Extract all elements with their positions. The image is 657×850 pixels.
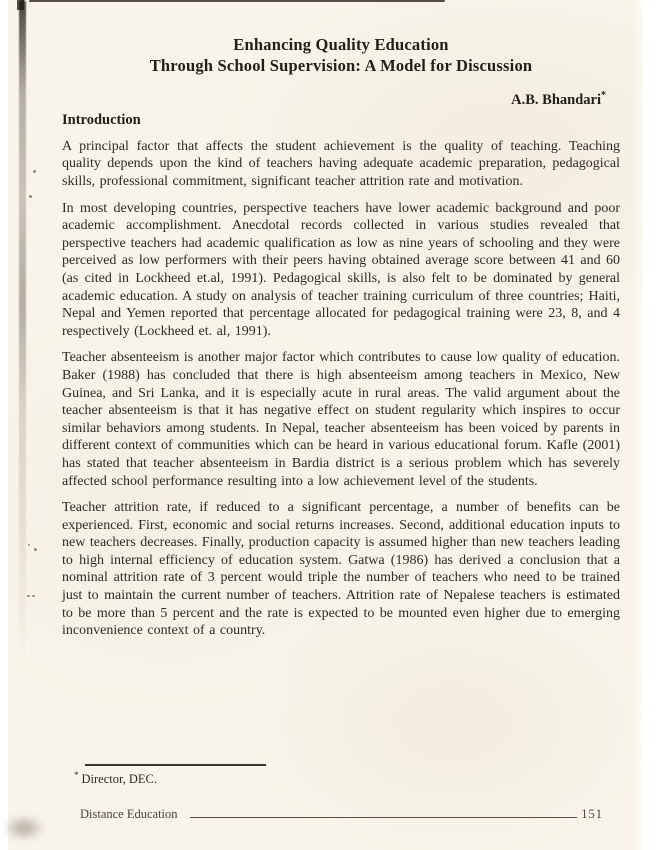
scanner-bed-fade bbox=[631, 0, 657, 850]
footnote bbox=[74, 770, 157, 787]
page-footer bbox=[80, 804, 603, 822]
page-number: 151 bbox=[581, 807, 603, 821]
margin-speck bbox=[28, 544, 30, 546]
paragraph: Teacher absenteeism is another major factor which contributes to cause low quality of education. Baker (1988) has concluded that there is high absenteeism among teachers in Mexico, New Guinea, and Sri Lanka, and it is especially acute in rural areas. The valid argument about the teacher absenteeism is that it has negative effect on student regularity which inspires to occur similar behaviors among students. In Nepal, teacher absenteeism has been voiced by parents in different context of communities which can be heard in various educational forum. Kafle (2001) has stated that teacher absenteeism in Bardia district is a serious problem which has severely affected school performance resulting into a low achievement level of the students. bbox=[62, 350, 620, 489]
scan-top-edge-line bbox=[29, 0, 445, 2]
scan-corner-smudge bbox=[2, 814, 46, 842]
paragraph: A principal factor that affects the student achievement is the quality of teaching. Teaching quality depends upon the kind of teachers having adequate academic preparation, pedagogical skills, professional commitment, significant teacher attrition rate and motivation. bbox=[62, 138, 620, 190]
section-heading-introduction: Introduction bbox=[62, 111, 141, 128]
article-title-line-1: Enhancing Quality Education bbox=[233, 35, 449, 54]
paragraph: In most developing countries, perspective teachers have lower academic background and poor academic accomplishment. Anecdotal records collected in various studies revealed that perspective teachers had academic qualification as low as nine years of schooling and they were perceived as low performers with their peers having obtained average score between 41 and 60 (as cited in Lockheed et.al, 1991). Pedagogical skills, is also felt to be dominated by general academic education. A study on analysis of teacher training curriculum of three countries; Haiti, Nepal and Yemen reported that percentage allocated for pedagogical training were 23, 8, and 4 respectively (Lockheed et. al, 1991). bbox=[62, 200, 620, 339]
margin-speck bbox=[32, 595, 35, 597]
footnote-text: Director, DEC. bbox=[81, 772, 158, 787]
author-byline bbox=[62, 90, 620, 109]
article-title-line-2: Through School Supervision: A Model for Discussion bbox=[149, 56, 533, 75]
journal-name: Distance Education bbox=[80, 807, 178, 821]
footnote-marker: * bbox=[74, 770, 79, 780]
article-content bbox=[62, 34, 620, 640]
margin-speck bbox=[27, 595, 30, 597]
footnote-divider bbox=[85, 764, 266, 766]
margin-speck bbox=[29, 195, 32, 198]
author-footnote-marker: * bbox=[601, 90, 606, 101]
paragraph: Teacher attrition rate, if reduced to a significant percentage, a number of benefits can be experienced. First, economic and social returns increases. Second, additional education inputs to new teachers decreases. Finally, production capacity is assumed higher than new teachers leading to high internal efficiency of education system. Gatwa (1986) has derived a conclusion that a nominal attrition rate of 3 percent would triple the number of teachers who need to be trained just to maintain the current number of teachers. Attrition rate of Nepalese teachers is estimated to be more than 5 percent and the rate is expected to be mounted even higher due to emerging inconvenience context of a country. bbox=[62, 500, 620, 639]
margin-speck bbox=[34, 548, 37, 551]
scan-binding-shadow bbox=[19, 0, 26, 660]
author-name: A.B. Bhandari bbox=[511, 91, 601, 108]
footer-rule bbox=[190, 804, 578, 818]
margin-speck bbox=[33, 170, 36, 173]
